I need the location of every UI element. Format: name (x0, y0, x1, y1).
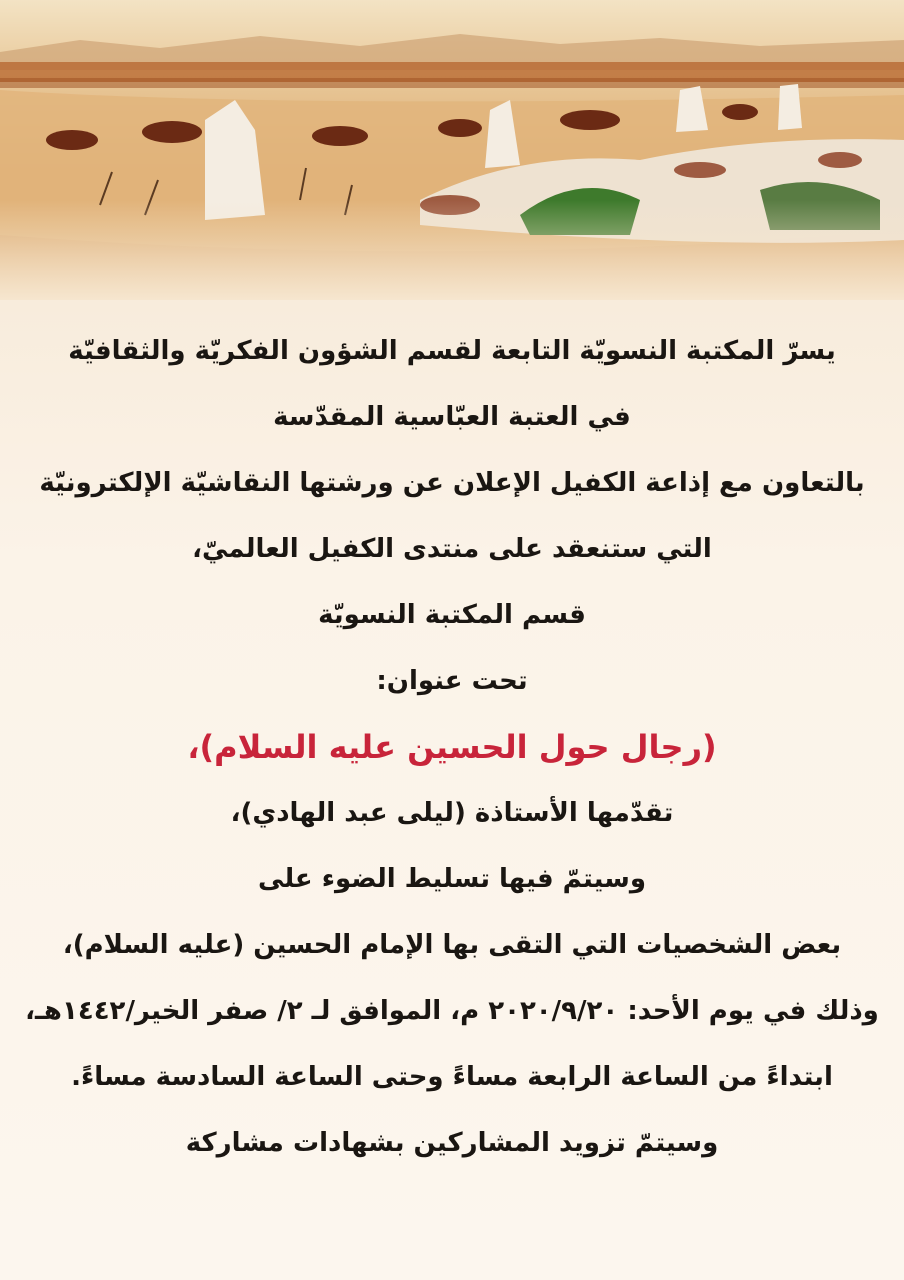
announcement-line: بعض الشخصيات التي التقى بها الإمام الحسين (عليه السلام)، (62, 930, 842, 960)
announcement-line: وسيتمّ فيها تسليط الضوء على (258, 864, 646, 894)
announcement-text (20, 318, 884, 1176)
announcement-line: بالتعاون مع إذاعة الكفيل الإعلان عن ورشتها النقاشيّة الإلكترونيّة (39, 468, 865, 498)
announcement-line: تحت عنوان: (376, 666, 528, 696)
battle-scene-illustration (0, 0, 904, 300)
announcement-line: قسم المكتبة النسويّة (318, 600, 586, 630)
announcement-line: يسرّ المكتبة النسويّة التابعة لقسم الشؤون الفكريّة والثقافيّة (68, 336, 836, 366)
workshop-title: (رجال حول الحسين عليه السلام)، (187, 728, 717, 766)
announcement-line: في العتبة العبّاسية المقدّسة (273, 402, 631, 432)
announcement-line: ابتداءً من الساعة الرابعة مساءً وحتى الساعة السادسة مساءً. (71, 1062, 833, 1092)
announcement-line: وسيتمّ تزويد المشاركين بشهادات مشاركة (185, 1128, 719, 1158)
announcement-line: التي ستنعقد على منتدى الكفيل العالميّ، (192, 534, 712, 564)
announcement-line: وذلك في يوم الأحد: ٢٠٢٠/٩/٢٠ م، الموافق لـ ٢/ صفر الخير/١٤٤٢هـ، (25, 996, 879, 1026)
announcement-line: تقدّمها الأستاذة (ليلى عبد الهادي)، (230, 798, 674, 828)
